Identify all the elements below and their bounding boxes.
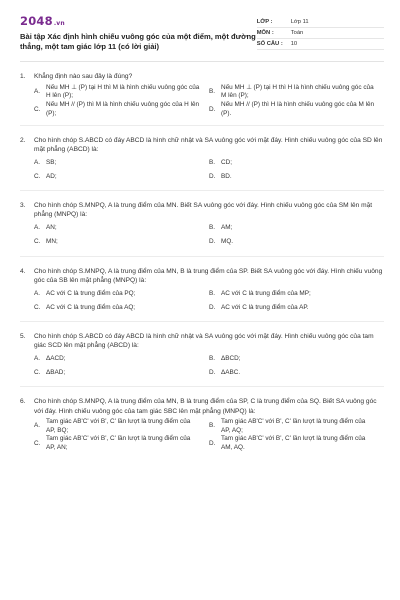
- option-b[interactable]: [209, 287, 384, 301]
- option-letter: C.: [34, 303, 41, 311]
- option-letter: C.: [34, 238, 41, 246]
- option-a[interactable]: [34, 418, 209, 436]
- option-text: ΔBAD;: [46, 369, 66, 377]
- option-letter: B.: [209, 158, 216, 166]
- option-text: ΔBCD;: [221, 355, 241, 363]
- option-a[interactable]: [34, 352, 209, 366]
- option-a[interactable]: [34, 156, 209, 170]
- option-letter: A.: [34, 88, 41, 95]
- option-letter: B.: [209, 88, 216, 95]
- question-text: Cho hình chóp S.MNPQ, A là trung điểm của MN. Biết SA vuông góc với đáy. Hình chiếu vuông góc của SM lên mặt phẳng (MNPQ) là:: [34, 202, 373, 219]
- answer-options: [34, 352, 384, 380]
- option-text: AC với C là trung điểm của PQ;: [46, 289, 136, 297]
- option-letter: A.: [34, 224, 41, 232]
- option-text: AC với C là trung điểm của MP;: [221, 289, 311, 297]
- meta-grade: [257, 17, 384, 28]
- question-separator: [20, 321, 384, 322]
- option-letter: A.: [34, 355, 41, 363]
- option-letter: D.: [209, 369, 216, 377]
- question-separator: [20, 386, 384, 387]
- option-letter: D.: [209, 238, 216, 246]
- option-text: Nếu MH ⊥ (P) tại H thì H là hình chiếu vuông góc của M lên (P);: [221, 83, 374, 100]
- meta-question-count: [257, 39, 384, 50]
- option-b[interactable]: [209, 222, 384, 236]
- answer-options: [34, 418, 384, 453]
- option-letter: D.: [209, 439, 216, 447]
- meta-value: 10: [290, 41, 298, 47]
- option-letter: A.: [34, 289, 41, 297]
- question-text: Cho hình chóp S.ABCD có đáy ABCD là hình chữ nhật và SA vuông góc với mặt đáy. Hình chiếu vuông góc của tam giác SCD lên mặt phẳng (ABCD) là:: [34, 333, 374, 350]
- logo-tld: .vn: [53, 20, 65, 27]
- option-text: BD.: [221, 172, 232, 180]
- option-text: AC với C là trung điểm của AP.: [221, 303, 309, 311]
- option-text: AN;: [46, 224, 57, 232]
- question-text: Cho hình chóp S.MNPQ, A là trung điểm của MN, B là trung điểm của SP, C là trung điểm của SQ. Biết SA vuông góc với đáy. Hình chiếu vuông góc của tam giác SBC lên mặt phẳng (MNPQ) là:: [34, 398, 377, 415]
- option-text: Tam giác AB'C' với B', C' lần lượt là trung điểm của AM, AQ.: [221, 435, 366, 452]
- meta-value: Toán: [290, 30, 304, 36]
- meta-subject: [257, 28, 384, 39]
- option-d[interactable]: [209, 236, 384, 250]
- option-b[interactable]: [209, 418, 384, 436]
- option-letter: C.: [34, 172, 41, 180]
- question-text: Khẳng định nào sau đây là đúng?: [34, 73, 133, 81]
- option-text: CD;: [221, 158, 233, 166]
- option-letter: B.: [209, 289, 216, 297]
- option-a[interactable]: [34, 84, 209, 102]
- option-text: Tam giác AB'C' với B', C' lần lượt là trung điểm của AP, AN;: [46, 435, 191, 452]
- option-text: SB;: [46, 158, 57, 166]
- option-d[interactable]: [209, 301, 384, 315]
- option-text: Tam giác AB'C' với B', C' lần lượt là trung điểm của AP, BQ;: [46, 417, 191, 434]
- option-d[interactable]: [209, 435, 384, 453]
- option-letter: C.: [34, 369, 41, 377]
- option-text: AD;: [46, 172, 57, 180]
- meta-label: SỐ CÂU :: [256, 41, 283, 47]
- meta-label: MÔN :: [256, 30, 274, 36]
- header-divider: [20, 61, 384, 62]
- question-5: [20, 332, 384, 387]
- question-4: [20, 267, 384, 322]
- option-text: Nếu MH // (P) thì H là hình chiếu vuông góc của M lên (P).: [221, 101, 375, 117]
- option-letter: D.: [209, 105, 216, 113]
- answer-options: [34, 156, 384, 184]
- question-number: 1.: [20, 73, 26, 81]
- option-letter: A.: [34, 422, 41, 430]
- question-number: 6.: [20, 398, 26, 406]
- question-6: [20, 397, 384, 453]
- option-c[interactable]: [34, 101, 209, 119]
- question-3: [20, 201, 384, 256]
- option-b[interactable]: [209, 84, 384, 102]
- meta-label: LỚP :: [256, 19, 273, 25]
- option-c[interactable]: [34, 435, 209, 453]
- option-c[interactable]: [34, 170, 209, 184]
- option-text: ΔACD;: [46, 355, 66, 363]
- option-letter: D.: [209, 172, 216, 180]
- site-logo[interactable]: [20, 14, 257, 28]
- option-letter: D.: [209, 303, 216, 311]
- option-c[interactable]: [34, 301, 209, 315]
- document-meta: [257, 17, 384, 50]
- option-d[interactable]: [209, 101, 384, 119]
- question-text: Cho hình chóp S.MNPQ, A là trung điểm của MN, B là trung điểm của SP. Biết SA vuông góc với đáy. Hình chiếu vuông góc của SB lên mặt phẳng (MNPQ) là:: [34, 267, 383, 284]
- option-a[interactable]: [34, 222, 209, 236]
- option-letter: B.: [209, 224, 216, 232]
- header-left: [20, 14, 257, 52]
- option-b[interactable]: [209, 156, 384, 170]
- option-letter: C.: [34, 439, 41, 447]
- question-number: 2.: [20, 136, 26, 144]
- option-b[interactable]: [209, 352, 384, 366]
- question-number: 5.: [20, 333, 26, 341]
- question-text: Cho hình chóp S.ABCD có đáy ABCD là hình chữ nhật và SA vuông góc với mặt đáy. Hình chiếu vuông góc của SD lên mặt phẳng (ABCD) là:: [34, 136, 383, 153]
- logo-text: 2048: [20, 14, 53, 28]
- option-text: MQ.: [221, 238, 234, 246]
- document-header: [20, 14, 384, 52]
- question-separator: [20, 190, 384, 191]
- option-letter: B.: [209, 355, 216, 363]
- meta-value: Lớp 11: [290, 19, 309, 25]
- option-d[interactable]: [209, 170, 384, 184]
- option-letter: A.: [34, 158, 41, 166]
- question-separator: [20, 256, 384, 257]
- question-1: [20, 72, 384, 125]
- option-c[interactable]: [34, 236, 209, 250]
- option-a[interactable]: [34, 287, 209, 301]
- answer-options: [34, 287, 384, 315]
- option-text: Nếu MH ⊥ (P) tại H thì M là hình chiếu vuông góc của H lên (P);: [46, 83, 200, 100]
- option-letter: B.: [209, 422, 216, 430]
- answer-options: [34, 84, 384, 119]
- option-letter: C.: [34, 105, 41, 113]
- option-text: Nếu MH // (P) thì M là hình chiếu vuông góc của H lên (P);: [46, 101, 200, 117]
- option-d[interactable]: [209, 366, 384, 380]
- option-text: AC với C là trung điểm của AQ;: [46, 303, 136, 311]
- question-separator: [20, 125, 384, 126]
- option-c[interactable]: [34, 366, 209, 380]
- question-number: 4.: [20, 267, 26, 275]
- option-text: ΔABC.: [221, 369, 241, 377]
- question-number: 3.: [20, 202, 26, 210]
- option-text: Tam giác AB'C' với B', C' lần lượt là trung điểm của AP, AQ;: [221, 417, 366, 434]
- document-title: Bài tập Xác định hình chiếu vuông góc của một điểm, một đường thẳng, một tam giác lớp 11 (có lời giải): [20, 32, 256, 52]
- option-text: MN;: [46, 238, 58, 246]
- answer-options: [34, 222, 384, 250]
- option-text: AM;: [221, 224, 233, 232]
- question-2: [20, 136, 384, 191]
